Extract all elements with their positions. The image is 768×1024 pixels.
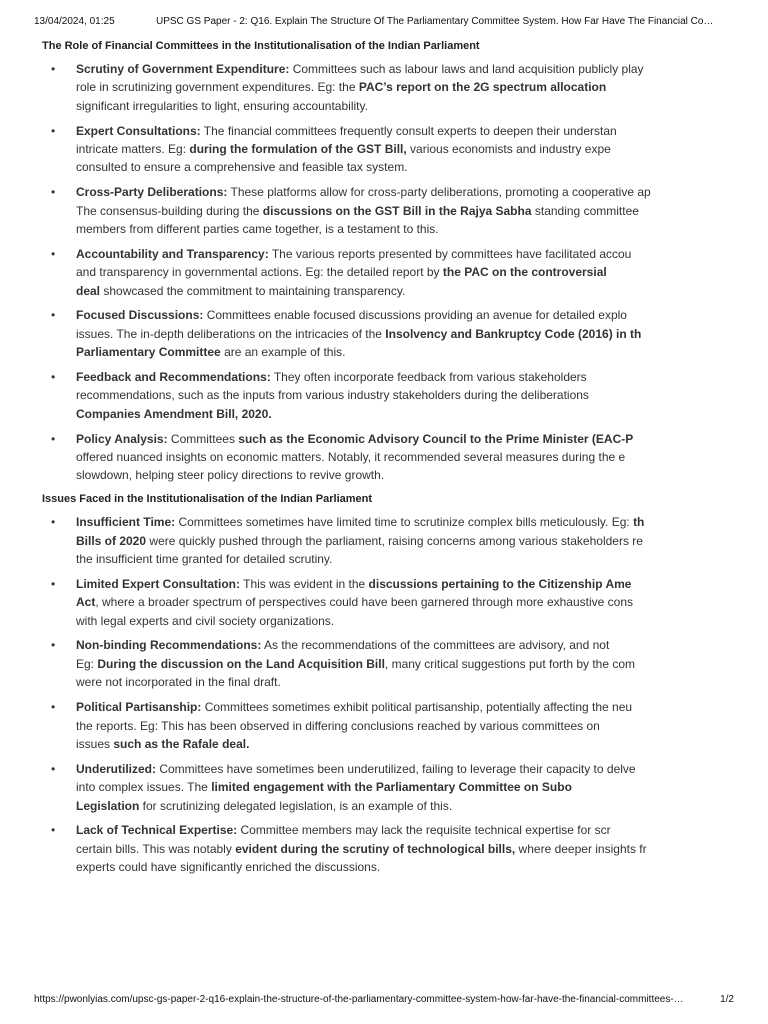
text-line <box>76 306 662 324</box>
text-line <box>76 698 662 716</box>
bullet-icon: • <box>51 576 56 591</box>
body-text: and transparency in governmental actions. Eg: the detailed report by <box>76 265 443 280</box>
list-item <box>42 306 662 361</box>
body-text: intricate matters. Eg: <box>76 142 190 157</box>
role-points-list <box>42 60 662 485</box>
bold-text: deal <box>76 283 101 298</box>
text-line <box>76 343 662 361</box>
text-line <box>76 466 662 484</box>
list-item <box>42 60 662 115</box>
text-line <box>76 593 662 611</box>
body-text: Committees sometimes have limited time to scrutinize complex bills meticulously. Eg: <box>175 515 634 530</box>
bold-text: PAC’s report on the 2G spectrum allocation <box>358 80 607 95</box>
text-line <box>76 368 662 386</box>
body-text: with legal experts and civil society organizations. <box>76 613 335 628</box>
body-text: showcased the commitment to maintaining transparency. <box>100 283 406 298</box>
body-text: role in scrutinizing government expenditures. Eg: the <box>76 80 359 95</box>
text-line <box>76 717 662 735</box>
bullet-icon: • <box>51 823 56 838</box>
body-text: offered nuanced insights on economic matters. Notably, it recommended several measures during the e <box>76 450 626 465</box>
bold-text: Political Partisanship: <box>76 700 202 715</box>
bullet-icon: • <box>51 700 56 715</box>
body-text: Committees <box>167 431 239 446</box>
body-text: various economists and industry expe <box>406 142 611 157</box>
bold-text: Feedback and Recommendations: <box>76 370 271 385</box>
bold-text: during the formulation of the GST Bill, <box>189 142 407 157</box>
bold-text: Underutilized: <box>76 761 156 776</box>
text-line <box>76 821 662 839</box>
text-line <box>76 325 662 343</box>
bold-text: Scrutiny of Government Expenditure: <box>76 62 290 76</box>
text-line <box>76 550 662 568</box>
print-page-title: UPSC GS Paper - 2: Q16. Explain The Structure Of The Parliamentary Committee System. How Far Have The Financial Co… <box>156 16 714 27</box>
bold-text: Lack of Technical Expertise: <box>76 823 238 838</box>
bullet-icon: • <box>51 308 56 323</box>
body-text: issues. The in-depth deliberations on the intricacies of the <box>76 326 386 341</box>
bold-text: Bills of 2020 <box>76 533 147 548</box>
bullet-icon: • <box>51 123 56 138</box>
print-footer <box>34 994 734 1005</box>
body-text: As the recommendations of the committees are advisory, and not <box>261 638 610 653</box>
text-line <box>76 97 662 115</box>
body-text: significant irregularities to light, ensuring accountability. <box>76 98 368 113</box>
list-item <box>42 513 662 568</box>
bold-text: Companies Amendment Bill, 2020. <box>76 406 272 421</box>
bold-text: evident during the scrutiny of technological bills, <box>235 841 516 856</box>
bold-text: Legislation <box>76 798 140 813</box>
text-line <box>76 430 662 448</box>
body-text: were not incorporated in the final draft. <box>76 675 281 690</box>
body-text: the insufficient time granted for detailed scrutiny. <box>76 552 333 567</box>
bold-text: Accountability and Transparency: <box>76 246 269 261</box>
list-item <box>42 575 662 630</box>
text-line <box>76 282 662 300</box>
body-text: certain bills. This was notably <box>76 841 236 856</box>
text-line <box>76 858 662 876</box>
body-text: experts could have significantly enriched the discussions. <box>76 860 381 875</box>
body-text: Eg: <box>76 656 98 671</box>
text-line <box>76 448 662 466</box>
list-item <box>42 368 662 423</box>
body-text: standing committee <box>531 203 639 218</box>
section-heading-issues: Issues Faced in the Institutionalisation of the Indian Parliament <box>42 493 373 506</box>
print-date: 13/04/2024, 01:25 <box>34 16 115 27</box>
text-line <box>76 760 662 778</box>
body-text: Committees sometimes exhibit political partisanship, potentially affecting the neu <box>201 700 633 715</box>
bullet-icon: • <box>51 370 56 385</box>
text-line <box>76 778 662 796</box>
body-text: slowdown, helping steer policy directions to revive growth. <box>76 468 385 483</box>
body-text: The various reports presented by committees have facilitated accou <box>268 246 632 261</box>
body-text: recommendations, such as the inputs from various industry stakeholders during the deliberations <box>76 388 589 403</box>
text-line <box>76 245 662 263</box>
list-item <box>42 430 662 485</box>
body-text: This was evident in the <box>240 576 369 591</box>
text-line <box>76 840 662 858</box>
body-text: members from different parties came together, is a testament to this. <box>76 222 439 237</box>
issues-points-list <box>42 513 662 876</box>
body-text: were quickly pushed through the parliament, raising concerns among various stakeholders re <box>146 533 643 548</box>
bold-text: Act <box>76 595 96 610</box>
body-text: The consensus-building during the <box>76 203 263 218</box>
page-number: 1/2 <box>720 994 734 1005</box>
list-item <box>42 245 662 300</box>
body-text: , where a broader spectrum of perspectives could have been garnered through more exhaustive cons <box>95 595 633 610</box>
body-text: Committees enable focused discussions providing an avenue for detailed explo <box>203 308 627 323</box>
text-line <box>76 386 662 404</box>
text-line <box>76 140 662 158</box>
body-text: where deeper insights fr <box>515 841 647 856</box>
bold-text: Cross-Party Deliberations: <box>76 185 228 200</box>
text-line <box>76 183 662 201</box>
text-line <box>76 575 662 593</box>
bullet-icon: • <box>51 515 56 530</box>
body-text: the reports. Eg: This has been observed in differing conclusions reached by various committees on <box>76 718 600 733</box>
text-line <box>76 60 662 78</box>
body-text: The financial committees frequently consult experts to deepen their understan <box>200 123 617 138</box>
body-text: for scrutinizing delegated legislation, is an example of this. <box>139 798 453 813</box>
page-url: https://pwonlyias.com/upsc-gs-paper-2-q16-explain-the-structure-of-the-parliamentary-committee-system-how-far-have-the-financial-committees-… <box>34 994 684 1005</box>
body-text: are an example of this. <box>220 345 346 360</box>
bullet-icon: • <box>51 638 56 653</box>
bold-text: Insufficient Time: <box>76 515 176 530</box>
text-line <box>76 532 662 550</box>
text-line <box>76 158 662 176</box>
bold-text: discussions on the GST Bill in the Rajya Sabha <box>262 203 532 218</box>
text-line <box>76 263 662 281</box>
bold-text: During the discussion on the Land Acquisition Bill <box>97 656 385 671</box>
bullet-icon: • <box>51 62 56 76</box>
bold-text: limited engagement with the Parliamentary Committee on Subo <box>211 780 572 795</box>
list-item <box>42 821 662 876</box>
bold-text: Focused Discussions: <box>76 308 204 323</box>
text-line <box>76 405 662 423</box>
text-line <box>76 797 662 815</box>
body-text: issues <box>76 736 114 751</box>
bold-text: Insolvency and Bankruptcy Code (2016) in th <box>385 326 642 341</box>
body-text: Committees have sometimes been underutilized, failing to leverage their capacity to delve <box>156 761 636 776</box>
article-content <box>42 38 662 883</box>
bold-text: Non-binding Recommendations: <box>76 638 262 653</box>
print-header <box>34 16 734 27</box>
bold-text: discussions pertaining to the Citizenship Ame <box>368 576 632 591</box>
list-item <box>42 636 662 691</box>
bold-text: Expert Consultations: <box>76 123 201 138</box>
section-heading-role: The Role of Financial Committees in the Institutionalisation of the Indian Parliament <box>42 40 480 52</box>
text-line <box>76 513 662 531</box>
text-line <box>76 202 662 220</box>
list-item <box>42 698 662 753</box>
bold-text: Limited Expert Consultation: <box>76 576 241 591</box>
bullet-icon: • <box>51 246 56 261</box>
body-text: They often incorporate feedback from various stakeholders <box>270 370 587 385</box>
bold-text: Parliamentary Committee <box>76 345 221 360</box>
body-text: into complex issues. The <box>76 780 212 795</box>
body-text: consulted to ensure a comprehensive and feasible tax system. <box>76 160 408 175</box>
text-line <box>76 673 662 691</box>
list-item <box>42 183 662 238</box>
bold-text: Policy Analysis: <box>76 431 168 446</box>
list-item <box>42 122 662 177</box>
list-item <box>42 760 662 815</box>
body-text: These platforms allow for cross-party deliberations, promoting a cooperative ap <box>227 185 651 200</box>
text-line <box>76 220 662 238</box>
text-line <box>76 735 662 753</box>
bold-text: the PAC on the controversial <box>442 265 607 280</box>
text-line <box>76 655 662 673</box>
bold-text: th <box>633 515 645 530</box>
text-line <box>76 122 662 140</box>
bold-text: such as the Economic Advisory Council to the Prime Minister (EAC-P <box>238 431 634 446</box>
bullet-icon: • <box>51 431 56 446</box>
text-line <box>76 612 662 630</box>
text-line <box>76 636 662 654</box>
bold-text: such as the Rafale deal. <box>113 736 250 751</box>
body-text: Committees such as labour laws and land acquisition publicly play <box>289 62 644 76</box>
bullet-icon: • <box>51 761 56 776</box>
bullet-icon: • <box>51 185 56 200</box>
body-text: Committee members may lack the requisite technical expertise for scr <box>237 823 611 838</box>
body-text: , many critical suggestions put forth by the com <box>384 656 636 671</box>
text-line <box>76 78 662 96</box>
